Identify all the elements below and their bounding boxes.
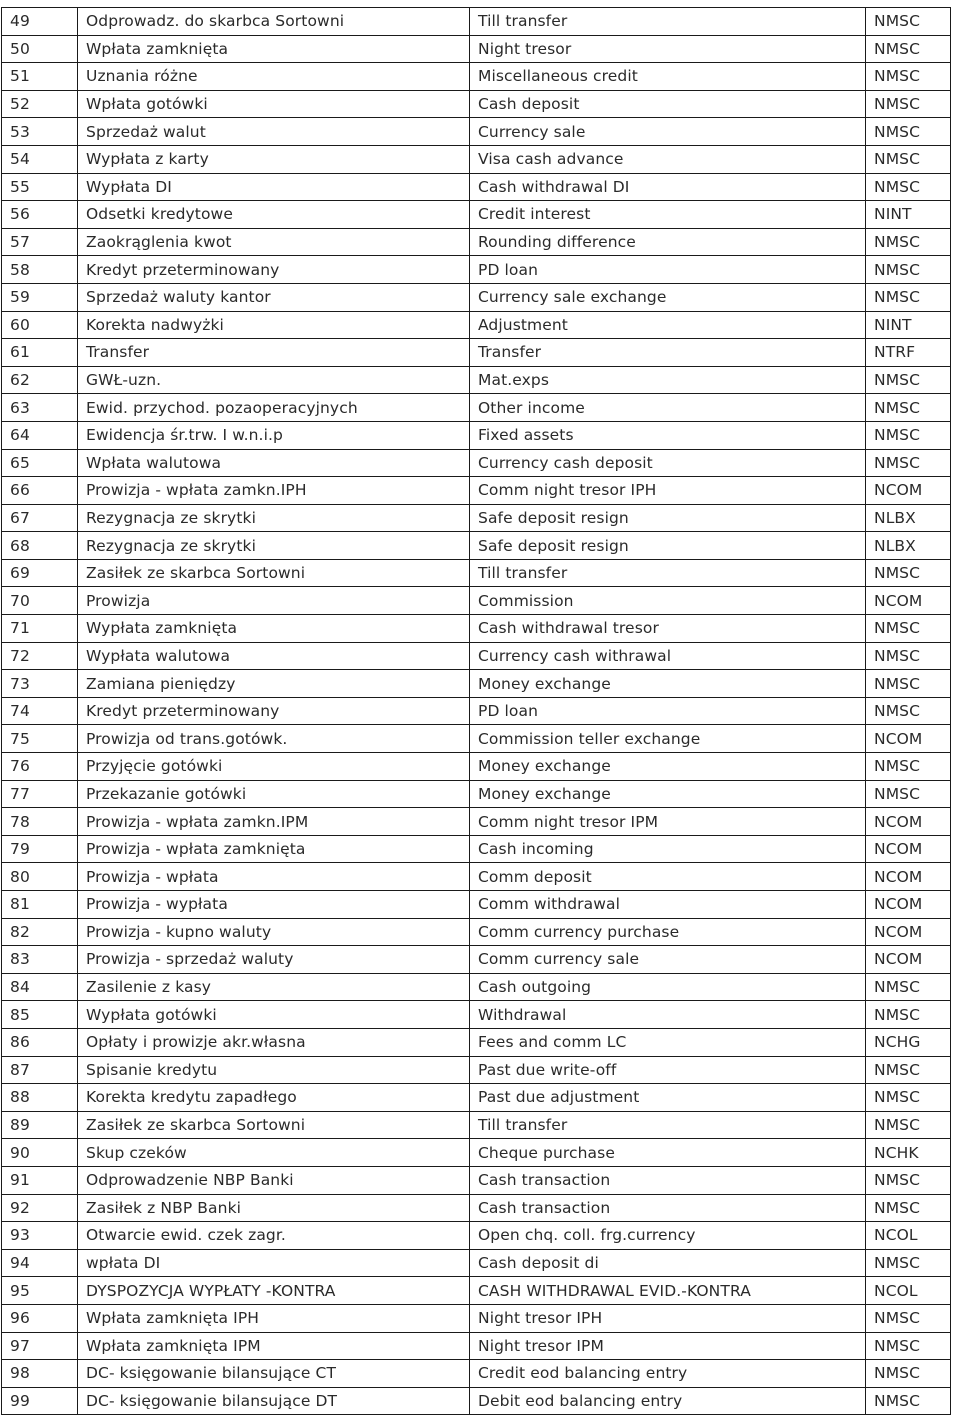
polish-description-cell: Rezygnacja ze skrytki: [78, 504, 470, 532]
polish-description-cell: Prowizja - wpłata zamknięta: [78, 835, 470, 863]
table-row: [2, 863, 951, 891]
polish-description-cell: Prowizja - wypłata: [78, 891, 470, 919]
english-description-cell: Other income: [470, 394, 866, 422]
table-row: [2, 891, 951, 919]
row-number-cell: 96: [2, 1304, 78, 1332]
row-number-cell: 67: [2, 504, 78, 532]
polish-description-cell: Wpłata zamknięta IPM: [78, 1332, 470, 1360]
table-row: [2, 421, 951, 449]
table-row: [2, 173, 951, 201]
table-row: [2, 1111, 951, 1139]
english-description-cell: PD loan: [470, 256, 866, 284]
row-number-cell: 57: [2, 228, 78, 256]
english-description-cell: Cash transaction: [470, 1166, 866, 1194]
english-description-cell: Open chq. coll. frg.currency: [470, 1222, 866, 1250]
table-body: [2, 8, 951, 1415]
code-cell: NMSC: [866, 697, 951, 725]
english-description-cell: Till transfer: [470, 1111, 866, 1139]
code-cell: NINT: [866, 201, 951, 229]
table-row: [2, 615, 951, 643]
code-cell: NLBX: [866, 532, 951, 560]
english-description-cell: Cash outgoing: [470, 973, 866, 1001]
polish-description-cell: Odsetki kredytowe: [78, 201, 470, 229]
code-cell: NMSC: [866, 1001, 951, 1029]
row-number-cell: 58: [2, 256, 78, 284]
code-cell: NMSC: [866, 173, 951, 201]
row-number-cell: 92: [2, 1194, 78, 1222]
english-description-cell: Night tresor: [470, 35, 866, 63]
english-description-cell: Cash deposit di: [470, 1249, 866, 1277]
code-cell: NMSC: [866, 1084, 951, 1112]
row-number-cell: 99: [2, 1387, 78, 1415]
code-cell: NMSC: [866, 973, 951, 1001]
code-cell: NMSC: [866, 1304, 951, 1332]
polish-description-cell: Korekta nadwyżki: [78, 311, 470, 339]
polish-description-cell: Zasiłek ze skarbca Sortowni: [78, 559, 470, 587]
english-description-cell: Safe deposit resign: [470, 504, 866, 532]
table-row: [2, 559, 951, 587]
polish-description-cell: Przekazanie gotówki: [78, 780, 470, 808]
table-row: [2, 394, 951, 422]
table-row: [2, 311, 951, 339]
row-number-cell: 78: [2, 808, 78, 836]
code-cell: NMSC: [866, 780, 951, 808]
table-row: [2, 1056, 951, 1084]
english-description-cell: Credit eod balancing entry: [470, 1360, 866, 1388]
table-row: [2, 697, 951, 725]
row-number-cell: 61: [2, 339, 78, 367]
english-description-cell: Mat.exps: [470, 366, 866, 394]
row-number-cell: 85: [2, 1001, 78, 1029]
table-row: [2, 201, 951, 229]
table-row: [2, 1028, 951, 1056]
polish-description-cell: Sprzedaż waluty kantor: [78, 283, 470, 311]
code-cell: NCHK: [866, 1139, 951, 1167]
code-cell: NMSC: [866, 670, 951, 698]
code-cell: NMSC: [866, 118, 951, 146]
polish-description-cell: Zasilenie z kasy: [78, 973, 470, 1001]
row-number-cell: 60: [2, 311, 78, 339]
table-row: [2, 283, 951, 311]
code-cell: NCHG: [866, 1028, 951, 1056]
polish-description-cell: Wpłata gotówki: [78, 90, 470, 118]
code-cell: NCOL: [866, 1277, 951, 1305]
code-cell: NMSC: [866, 394, 951, 422]
row-number-cell: 66: [2, 477, 78, 505]
polish-description-cell: Odprowadz. do skarbca Sortowni: [78, 8, 470, 36]
polish-description-cell: Spisanie kredytu: [78, 1056, 470, 1084]
english-description-cell: Cash withdrawal DI: [470, 173, 866, 201]
table-row: [2, 1194, 951, 1222]
code-cell: NMSC: [866, 753, 951, 781]
table-row: [2, 1304, 951, 1332]
english-description-cell: Miscellaneous credit: [470, 63, 866, 91]
polish-description-cell: Wypłata gotówki: [78, 1001, 470, 1029]
table-row: [2, 118, 951, 146]
row-number-cell: 82: [2, 918, 78, 946]
table-row: [2, 1332, 951, 1360]
english-description-cell: Comm night tresor IPM: [470, 808, 866, 836]
table-row: [2, 973, 951, 1001]
code-cell: NMSC: [866, 559, 951, 587]
code-cell: NMSC: [866, 35, 951, 63]
row-number-cell: 88: [2, 1084, 78, 1112]
row-number-cell: 74: [2, 697, 78, 725]
polish-description-cell: Ewidencja śr.trw. I w.n.i.p: [78, 421, 470, 449]
polish-description-cell: GWŁ-uzn.: [78, 366, 470, 394]
code-cell: NMSC: [866, 615, 951, 643]
polish-description-cell: Prowizja od trans.gotówk.: [78, 725, 470, 753]
row-number-cell: 64: [2, 421, 78, 449]
english-description-cell: Safe deposit resign: [470, 532, 866, 560]
row-number-cell: 87: [2, 1056, 78, 1084]
row-number-cell: 53: [2, 118, 78, 146]
polish-description-cell: Transfer: [78, 339, 470, 367]
polish-description-cell: Prowizja - wpłata: [78, 863, 470, 891]
table-row: [2, 8, 951, 36]
polish-description-cell: Zamiana pieniędzy: [78, 670, 470, 698]
row-number-cell: 51: [2, 63, 78, 91]
english-description-cell: Night tresor IPH: [470, 1304, 866, 1332]
polish-description-cell: DC- księgowanie bilansujące DT: [78, 1387, 470, 1415]
english-description-cell: Night tresor IPM: [470, 1332, 866, 1360]
english-description-cell: Currency cash withrawal: [470, 642, 866, 670]
english-description-cell: Cash transaction: [470, 1194, 866, 1222]
polish-description-cell: Zaokrąglenia kwot: [78, 228, 470, 256]
row-number-cell: 59: [2, 283, 78, 311]
table-row: [2, 449, 951, 477]
code-cell: NMSC: [866, 1111, 951, 1139]
row-number-cell: 80: [2, 863, 78, 891]
polish-description-cell: Skup czeków: [78, 1139, 470, 1167]
row-number-cell: 50: [2, 35, 78, 63]
polish-description-cell: DYSPOZYCJA WYPŁATY -KONTRA: [78, 1277, 470, 1305]
polish-description-cell: Opłaty i prowizje akr.własna: [78, 1028, 470, 1056]
table-row: [2, 504, 951, 532]
english-description-cell: Credit interest: [470, 201, 866, 229]
english-description-cell: CASH WITHDRAWAL EVID.-KONTRA: [470, 1277, 866, 1305]
table-row: [2, 532, 951, 560]
code-cell: NMSC: [866, 449, 951, 477]
polish-description-cell: Wypłata zamknięta: [78, 615, 470, 643]
code-cell: NTRF: [866, 339, 951, 367]
english-description-cell: Withdrawal: [470, 1001, 866, 1029]
polish-description-cell: Zasiłek z NBP Banki: [78, 1194, 470, 1222]
english-description-cell: Commission: [470, 587, 866, 615]
code-cell: NCOM: [866, 725, 951, 753]
table-row: [2, 1166, 951, 1194]
polish-description-cell: Kredyt przeterminowany: [78, 697, 470, 725]
table-row: [2, 256, 951, 284]
english-description-cell: Past due adjustment: [470, 1084, 866, 1112]
english-description-cell: Adjustment: [470, 311, 866, 339]
polish-description-cell: Wpłata zamknięta: [78, 35, 470, 63]
table-row: [2, 670, 951, 698]
polish-description-cell: Wypłata DI: [78, 173, 470, 201]
polish-description-cell: DC- księgowanie bilansujące CT: [78, 1360, 470, 1388]
polish-description-cell: Wypłata walutowa: [78, 642, 470, 670]
table-row: [2, 1001, 951, 1029]
code-cell: NMSC: [866, 366, 951, 394]
polish-description-cell: Prowizja: [78, 587, 470, 615]
code-cell: NMSC: [866, 8, 951, 36]
polish-description-cell: Korekta kredytu zapadłego: [78, 1084, 470, 1112]
table-row: [2, 63, 951, 91]
table-row: [2, 228, 951, 256]
row-number-cell: 73: [2, 670, 78, 698]
polish-description-cell: Ewid. przychod. pozaoperacyjnych: [78, 394, 470, 422]
code-cell: NINT: [866, 311, 951, 339]
english-description-cell: Visa cash advance: [470, 145, 866, 173]
polish-description-cell: Wpłata walutowa: [78, 449, 470, 477]
polish-description-cell: Kredyt przeterminowany: [78, 256, 470, 284]
table-row: [2, 1387, 951, 1415]
english-description-cell: Money exchange: [470, 670, 866, 698]
code-cell: NCOM: [866, 835, 951, 863]
table-row: [2, 35, 951, 63]
code-cell: NCOM: [866, 477, 951, 505]
row-number-cell: 94: [2, 1249, 78, 1277]
table-row: [2, 1249, 951, 1277]
polish-description-cell: Zasiłek ze skarbca Sortowni: [78, 1111, 470, 1139]
code-cell: NMSC: [866, 1387, 951, 1415]
polish-description-cell: Prowizja - wpłata zamkn.IPM: [78, 808, 470, 836]
row-number-cell: 86: [2, 1028, 78, 1056]
english-description-cell: Money exchange: [470, 780, 866, 808]
row-number-cell: 76: [2, 753, 78, 781]
english-description-cell: Money exchange: [470, 753, 866, 781]
table-row: [2, 780, 951, 808]
english-description-cell: Till transfer: [470, 559, 866, 587]
code-cell: NMSC: [866, 90, 951, 118]
english-description-cell: Debit eod balancing entry: [470, 1387, 866, 1415]
english-description-cell: Fixed assets: [470, 421, 866, 449]
table-row: [2, 1360, 951, 1388]
row-number-cell: 93: [2, 1222, 78, 1250]
english-description-cell: Rounding difference: [470, 228, 866, 256]
row-number-cell: 91: [2, 1166, 78, 1194]
english-description-cell: Comm currency sale: [470, 946, 866, 974]
code-cell: NMSC: [866, 1166, 951, 1194]
english-description-cell: Commission teller exchange: [470, 725, 866, 753]
row-number-cell: 97: [2, 1332, 78, 1360]
polish-description-cell: Otwarcie ewid. czek zagr.: [78, 1222, 470, 1250]
row-number-cell: 55: [2, 173, 78, 201]
table-row: [2, 753, 951, 781]
row-number-cell: 79: [2, 835, 78, 863]
code-cell: NMSC: [866, 145, 951, 173]
row-number-cell: 62: [2, 366, 78, 394]
row-number-cell: 81: [2, 891, 78, 919]
english-description-cell: Currency sale: [470, 118, 866, 146]
polish-description-cell: Wpłata zamknięta IPH: [78, 1304, 470, 1332]
row-number-cell: 56: [2, 201, 78, 229]
row-number-cell: 70: [2, 587, 78, 615]
table-row: [2, 587, 951, 615]
code-cell: NMSC: [866, 421, 951, 449]
english-description-cell: PD loan: [470, 697, 866, 725]
code-cell: NCOM: [866, 808, 951, 836]
english-description-cell: Comm deposit: [470, 863, 866, 891]
polish-description-cell: Przyjęcie gotówki: [78, 753, 470, 781]
code-cell: NCOM: [866, 587, 951, 615]
row-number-cell: 68: [2, 532, 78, 560]
row-number-cell: 52: [2, 90, 78, 118]
english-description-cell: Fees and comm LC: [470, 1028, 866, 1056]
english-description-cell: Cash deposit: [470, 90, 866, 118]
english-description-cell: Cash incoming: [470, 835, 866, 863]
code-cell: NMSC: [866, 1249, 951, 1277]
row-number-cell: 65: [2, 449, 78, 477]
code-cell: NCOM: [866, 891, 951, 919]
row-number-cell: 63: [2, 394, 78, 422]
row-number-cell: 77: [2, 780, 78, 808]
code-cell: NCOM: [866, 863, 951, 891]
row-number-cell: 98: [2, 1360, 78, 1388]
table-row: [2, 835, 951, 863]
row-number-cell: 49: [2, 8, 78, 36]
english-description-cell: Currency sale exchange: [470, 283, 866, 311]
code-cell: NMSC: [866, 63, 951, 91]
row-number-cell: 90: [2, 1139, 78, 1167]
table-row: [2, 1222, 951, 1250]
row-number-cell: 95: [2, 1277, 78, 1305]
row-number-cell: 71: [2, 615, 78, 643]
table-row: [2, 918, 951, 946]
code-cell: NMSC: [866, 256, 951, 284]
table-row: [2, 725, 951, 753]
english-description-cell: Transfer: [470, 339, 866, 367]
code-cell: NMSC: [866, 228, 951, 256]
code-cell: NMSC: [866, 642, 951, 670]
code-cell: NCOL: [866, 1222, 951, 1250]
english-description-cell: Currency cash deposit: [470, 449, 866, 477]
polish-description-cell: wpłata DI: [78, 1249, 470, 1277]
code-cell: NCOM: [866, 918, 951, 946]
polish-description-cell: Uznania różne: [78, 63, 470, 91]
table-row: [2, 1084, 951, 1112]
code-cell: NLBX: [866, 504, 951, 532]
polish-description-cell: Prowizja - kupno waluty: [78, 918, 470, 946]
row-number-cell: 72: [2, 642, 78, 670]
code-cell: NMSC: [866, 283, 951, 311]
table-row: [2, 339, 951, 367]
code-cell: NMSC: [866, 1056, 951, 1084]
table-row: [2, 946, 951, 974]
row-number-cell: 69: [2, 559, 78, 587]
polish-description-cell: Odprowadzenie NBP Banki: [78, 1166, 470, 1194]
english-description-cell: Cheque purchase: [470, 1139, 866, 1167]
row-number-cell: 83: [2, 946, 78, 974]
row-number-cell: 89: [2, 1111, 78, 1139]
english-description-cell: Comm currency purchase: [470, 918, 866, 946]
polish-description-cell: Prowizja - wpłata zamkn.IPH: [78, 477, 470, 505]
table-row: [2, 366, 951, 394]
english-description-cell: Comm withdrawal: [470, 891, 866, 919]
table-row: [2, 808, 951, 836]
table-row: [2, 642, 951, 670]
code-cell: NMSC: [866, 1194, 951, 1222]
row-number-cell: 75: [2, 725, 78, 753]
row-number-cell: 84: [2, 973, 78, 1001]
polish-description-cell: Prowizja - sprzedaż waluty: [78, 946, 470, 974]
english-description-cell: Comm night tresor IPH: [470, 477, 866, 505]
code-cell: NCOM: [866, 946, 951, 974]
english-description-cell: Past due write-off: [470, 1056, 866, 1084]
english-description-cell: Cash withdrawal tresor: [470, 615, 866, 643]
polish-description-cell: Sprzedaż walut: [78, 118, 470, 146]
english-description-cell: Till transfer: [470, 8, 866, 36]
polish-description-cell: Wypłata z karty: [78, 145, 470, 173]
row-number-cell: 54: [2, 145, 78, 173]
table-row: [2, 477, 951, 505]
table-row: [2, 90, 951, 118]
code-cell: NMSC: [866, 1332, 951, 1360]
polish-description-cell: Rezygnacja ze skrytki: [78, 532, 470, 560]
transaction-codes-table: [1, 7, 951, 1415]
table-row: [2, 1139, 951, 1167]
code-cell: NMSC: [866, 1360, 951, 1388]
table-row: [2, 145, 951, 173]
table-row: [2, 1277, 951, 1305]
